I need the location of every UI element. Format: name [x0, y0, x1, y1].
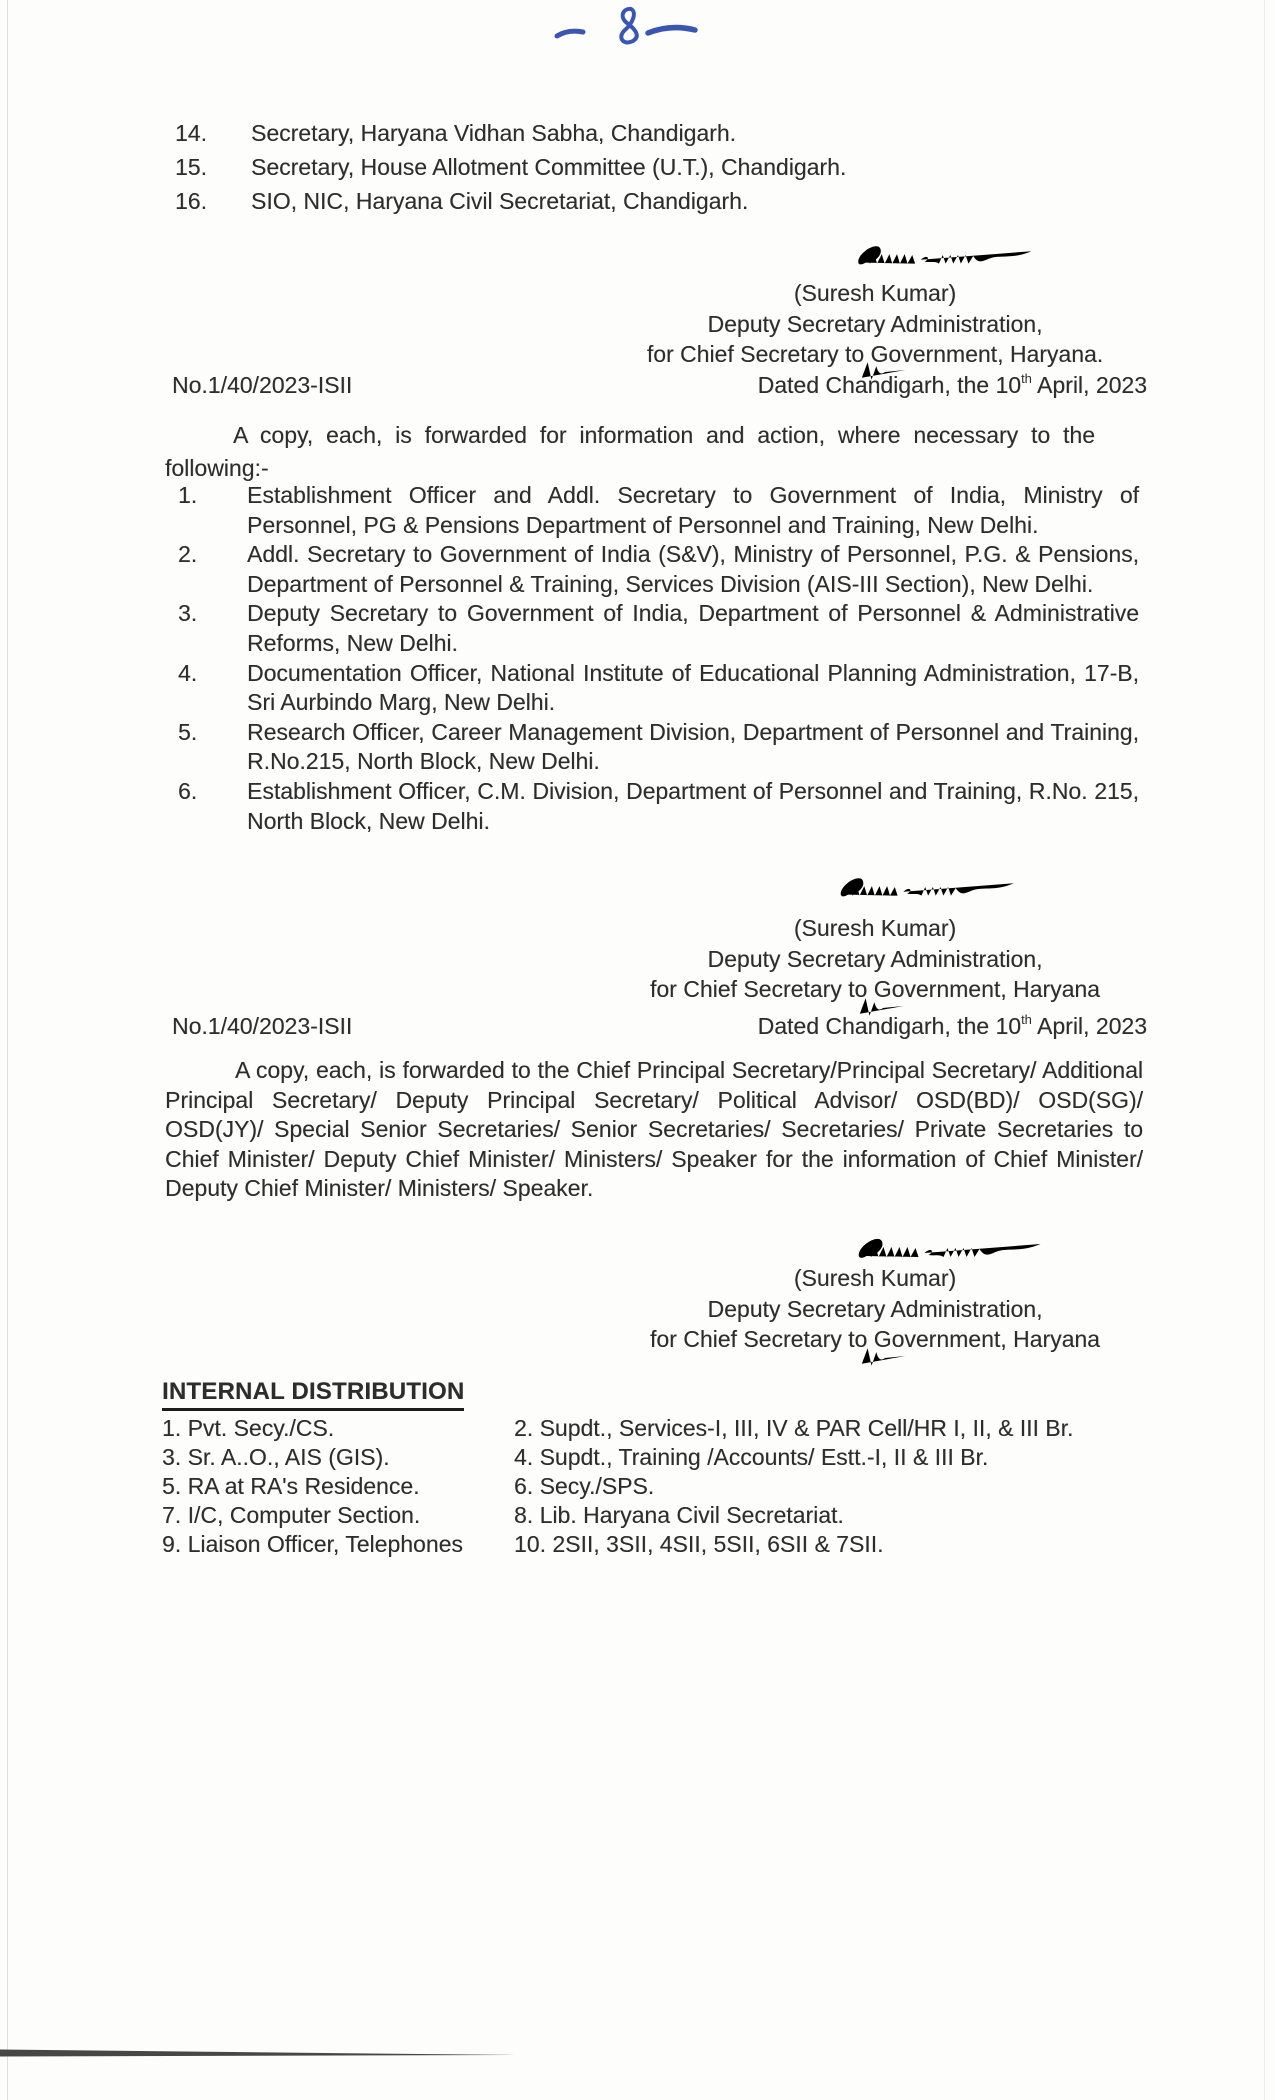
forward-item-text: Establishment Officer, C.M. Division, Department of Personnel and Training, R.No. 215, North Block, New Delhi.	[247, 777, 1139, 834]
distribution-item: 4. Supdt., Training /Accounts/ Estt.-I, II & III Br.	[514, 1444, 989, 1470]
addressee-row	[175, 116, 1115, 150]
forward-item	[178, 540, 1139, 599]
forward-paragraph-1: A copy, each, is forwarded for information and action, where necessary to the following:-	[165, 422, 1095, 481]
forward-item-number: 1.	[178, 482, 198, 508]
forward-item-text: Research Officer, Career Management Division, Department of Personnel and Training, R.No.215, North Block, New Delhi.	[247, 718, 1139, 775]
handwritten-page-number-ink	[553, 2, 703, 54]
internal-distribution-heading: INTERNAL DISTRIBUTION	[162, 1378, 464, 1411]
signatory-title: Deputy Secretary Administration,	[707, 945, 1043, 972]
forward-item	[178, 777, 1139, 836]
distribution-row	[162, 1443, 1167, 1472]
scan-edge-line-right	[1264, 0, 1265, 2100]
forward-item-number: 3.	[178, 600, 198, 627]
distribution-item: 6. Secy./SPS.	[514, 1473, 655, 1499]
distribution-row	[162, 1501, 1167, 1530]
forward-item-text: Deputy Secretary to Government of India, Department of Personnel & Administrative Reforms, New Delhi.	[247, 600, 1139, 656]
signatory-name: (Suresh Kumar)	[793, 915, 957, 941]
date-text: Dated Chandigarh, the 10	[757, 1013, 1022, 1039]
date-text: April, 2023	[1031, 372, 1147, 398]
reference-number: No.1/40/2023-ISII	[172, 372, 353, 398]
signature-block	[570, 913, 1180, 1005]
forward-paragraph-2: A copy, each, is forwarded to the Chief Principal Secretary/Principal Secretary/ Additional Principal Secretary/ Deputy Principal Secretary/ Political Advisor/ OSD(BD)/ OSD(SG)/ OSD(JY)/ Special Senior Secretaries/ Senior Secretaries/ Secretaries/ Private Secretaries to Chief Minister/ Deputy Chief Minister/ Ministers/ Speaker for the information of Chief Minister/ Deputy Chief Minister/ Ministers/ Speaker.	[165, 1057, 1143, 1201]
forward-item-text: Addl. Secretary to Government of India (S&V), Ministry of Personnel, P.G. & Pensions, Department of Personnel & Training, Services Division (AIS-III Section), New Delhi.	[247, 541, 1139, 597]
forward-item	[178, 659, 1139, 718]
date-text: April, 2023	[1031, 1013, 1147, 1039]
distribution-row	[162, 1530, 1167, 1559]
distribution-item: 7. I/C, Computer Section.	[162, 1502, 421, 1528]
scan-artifact-line	[0, 2046, 530, 2062]
signature-ink	[815, 236, 1080, 276]
distribution-item: 10. 2SII, 3SII, 4SII, 5SII, 6SII & 7SII.	[514, 1531, 884, 1557]
addressee-number: 15.	[175, 154, 207, 180]
signatory-name: (Suresh Kumar)	[793, 280, 957, 306]
forward-item-number: 2.	[178, 541, 198, 568]
signatory-title: Deputy Secretary Administration,	[707, 1295, 1043, 1322]
distribution-item: 3. Sr. A..O., AIS (GIS).	[162, 1444, 390, 1470]
signatory-for-line: for Chief Secretary to Government, Haryana	[650, 1326, 1100, 1352]
distribution-item: 1. Pvt. Secy./CS.	[162, 1415, 335, 1441]
signature-ink	[800, 868, 1060, 908]
distribution-item: 9. Liaison Officer, Telephones	[162, 1531, 463, 1557]
addressee-number: 16.	[175, 188, 207, 214]
date-line	[758, 372, 1147, 399]
signatory-for-line: for Chief Secretary to Government, Haryana.	[646, 341, 1104, 367]
forward-item-number: 4.	[178, 659, 198, 686]
distribution-item: 5. RA at RA's Residence.	[162, 1473, 420, 1499]
forward-item	[178, 718, 1139, 777]
signatory-name: (Suresh Kumar)	[793, 1265, 957, 1291]
date-text: Dated Chandigarh, the 10	[757, 372, 1022, 398]
signature-block	[570, 1263, 1180, 1355]
distribution-item: 8. Lib. Haryana Civil Secretariat.	[514, 1502, 844, 1528]
date-superscript: th	[1021, 1012, 1032, 1028]
distribution-row	[162, 1472, 1167, 1501]
distribution-row	[162, 1414, 1167, 1443]
addressee-text: Secretary, House Allotment Committee (U.T.), Chandigarh.	[251, 154, 847, 180]
ink-flourish	[857, 1344, 915, 1370]
signatory-title: Deputy Secretary Administration,	[707, 310, 1043, 337]
addressee-text: Secretary, Haryana Vidhan Sabha, Chandigarh.	[251, 120, 737, 146]
forward-item	[178, 599, 1139, 658]
forward-item	[178, 481, 1139, 540]
reference-row	[172, 1013, 1147, 1040]
forward-item-number: 5.	[178, 718, 198, 745]
addressee-list	[175, 116, 1115, 218]
forward-list	[178, 481, 1139, 836]
addressee-row	[175, 150, 1115, 184]
addressee-text: SIO, NIC, Haryana Civil Secretariat, Chandigarh.	[251, 188, 749, 214]
forward-item-text: Establishment Officer and Addl. Secretary to Government of India, Ministry of Personnel, PG & Pensions Department of Personnel and Training, New Delhi.	[247, 482, 1139, 538]
signatory-for-line: for Chief Secretary to Government, Haryana	[650, 976, 1100, 1002]
internal-distribution-list	[162, 1414, 1167, 1559]
reference-row	[172, 372, 1147, 399]
date-superscript: th	[1021, 371, 1032, 387]
date-line	[758, 1013, 1147, 1040]
forward-item-text: Documentation Officer, National Institute of Educational Planning Administration, 17-B, Sri Aurbindo Marg, New Delhi.	[247, 659, 1139, 716]
forward-item-number: 6.	[178, 777, 198, 804]
addressee-row	[175, 184, 1115, 218]
addressee-number: 14.	[175, 120, 207, 146]
reference-number: No.1/40/2023-ISII	[172, 1013, 353, 1039]
signature-block	[570, 278, 1180, 370]
scan-edge-line-left	[7, 0, 8, 2100]
distribution-item: 2. Supdt., Services-I, III, IV & PAR Cell/HR I, II, & III Br.	[514, 1415, 1074, 1441]
